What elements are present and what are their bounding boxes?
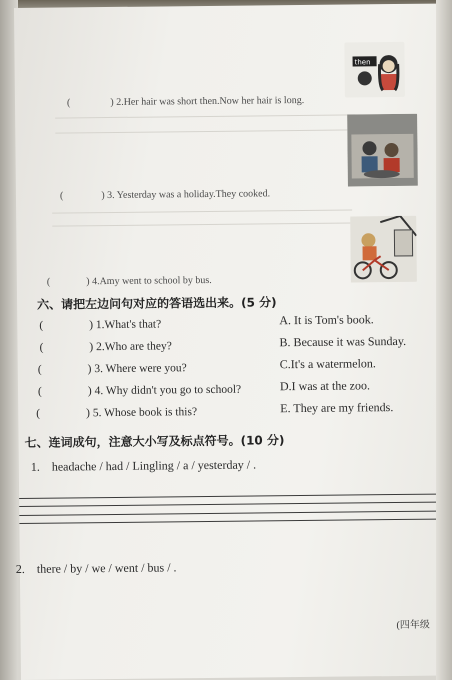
word-list: there / by / we / went / bus / . xyxy=(36,560,177,576)
answer-a: A. It is Tom's book. xyxy=(279,312,374,328)
then-caption: then xyxy=(354,58,371,67)
question-text: 2.Who are they? xyxy=(96,340,172,354)
question-text: 1.What's that? xyxy=(95,318,162,332)
answer-e: E. They are my friends. xyxy=(280,400,394,416)
paren-open: ( xyxy=(39,341,44,354)
question-2 xyxy=(39,340,171,353)
item-number: 1. xyxy=(30,459,40,474)
answer-b: B. Because it was Sunday. xyxy=(279,333,407,350)
hair-picture xyxy=(344,42,405,98)
answer-d: D.I was at the zoo. xyxy=(279,378,371,394)
question-text: 5. Whose book is this? xyxy=(92,406,198,420)
item-2 xyxy=(67,95,304,108)
sentence-item-1 xyxy=(31,457,256,474)
answer-line-3 xyxy=(19,511,437,516)
hair-illustration xyxy=(344,42,405,98)
paren-open: ( xyxy=(36,407,41,420)
item-3-text: 3. Yesterday was a holiday.They cooked. xyxy=(107,188,271,202)
sentence-item-2 xyxy=(16,560,177,577)
bicycle-illustration xyxy=(350,216,417,283)
paren-close: ) xyxy=(101,190,105,202)
paren-open: ( xyxy=(46,276,51,288)
question-3 xyxy=(38,362,187,376)
paren-close: ) xyxy=(87,385,92,398)
section-7-heading: 七、连词成句，注意大小写及标点符号。(10 分) xyxy=(24,433,285,450)
paren-open: ( xyxy=(39,319,44,332)
item-4-text: 4.Amy went to school by bus. xyxy=(92,274,212,288)
grade-footer: (四年级 xyxy=(396,619,430,632)
answer-line-2 xyxy=(19,502,437,507)
word-list: headache / had / Lingling / a / yesterday / . xyxy=(51,457,257,474)
item-2-text: 2.Her hair was short then.Now her hair is long. xyxy=(116,94,305,108)
item-3 xyxy=(60,188,270,201)
section-6-heading: 六、请把左边问句对应的答语选出来。(5 分) xyxy=(37,295,277,312)
item-number: 2. xyxy=(15,561,25,577)
paren-close: ) xyxy=(86,407,90,420)
answer-line-4 xyxy=(19,519,437,524)
cooking-illustration xyxy=(347,114,418,187)
paren-close: ) xyxy=(110,96,114,108)
answer-c: C.It's a watermelon. xyxy=(279,356,376,372)
paren-close: ) xyxy=(89,341,94,354)
paren-close: ) xyxy=(87,363,92,376)
paren-close: ) xyxy=(89,319,94,332)
bicycle-picture xyxy=(350,216,417,283)
question-text: 4. Why didn't you go to school? xyxy=(94,383,242,398)
paren-open: ( xyxy=(37,363,42,376)
cooking-picture xyxy=(347,114,418,187)
question-1 xyxy=(39,318,161,331)
question-text: 3. Where were you? xyxy=(94,362,187,376)
paren-open: ( xyxy=(59,190,64,202)
paren-open: ( xyxy=(37,385,42,398)
worksheet-page xyxy=(14,4,443,680)
item-4 xyxy=(47,275,212,288)
page-edge-shadow xyxy=(436,0,452,680)
answer-line-1 xyxy=(19,494,437,499)
paren-open: ( xyxy=(66,97,71,109)
question-4 xyxy=(38,384,241,398)
paren-close: ) xyxy=(86,276,90,288)
question-5 xyxy=(36,406,197,420)
